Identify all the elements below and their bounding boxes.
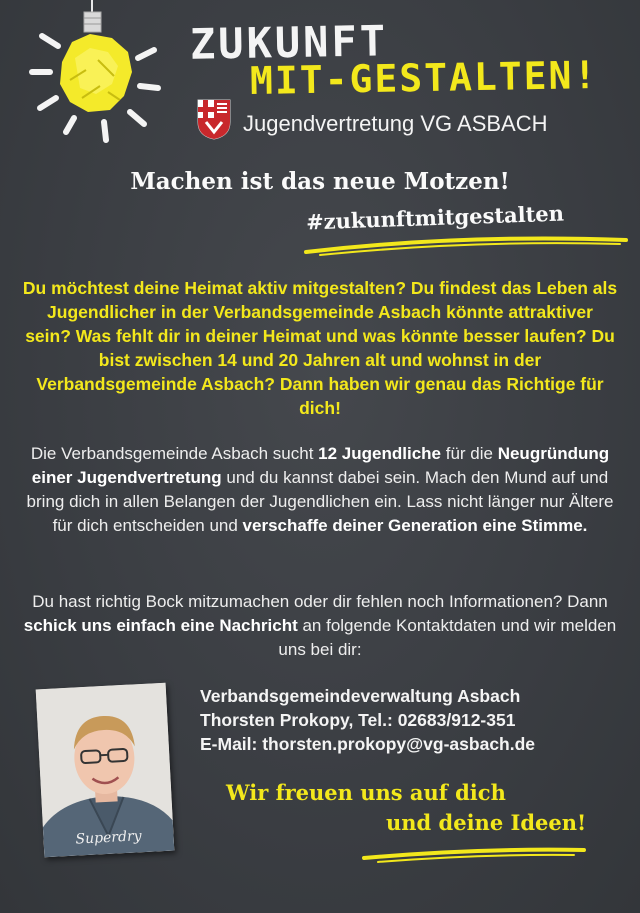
yellow-underline-swoosh	[300, 228, 630, 258]
title-zukunft: ZUKUNFT	[189, 16, 389, 69]
contact-person-photo	[36, 683, 175, 858]
light-bulb-icon	[20, 0, 180, 160]
contact-organization: Verbandsgemeindeverwaltung Asbach	[200, 686, 521, 706]
contact-name-phone: Thorsten Prokopy, Tel.: 02683/912-351	[200, 710, 516, 730]
yellow-underline-swoosh-bottom	[358, 840, 588, 866]
closing-line-1: Wir freuen uns auf dich	[226, 780, 506, 805]
organization-name: Jugendvertretung VG ASBACH	[243, 111, 548, 136]
paragraph-search: Die Verbandsgemeinde Asbach sucht 12 Jugendliche für die Neugründung einer Jugendvertretung und du kannst dabei sein. Mach den Mund auf und bring dich in allen Belangen der Jugendlichen ein. Lass nicht länger nur Ältere für dich entscheiden und verschaffe deiner Generation eine Stimme.	[26, 444, 614, 535]
coat-of-arms-icon	[196, 98, 232, 140]
intro-paragraph: Du möchtest deine Heimat aktiv mitgestalten? Du findest das Leben als Jugendlicher in der Verbandsgemeinde Asbach könnte attraktiver sein? Was fehlt dir in deiner Heimat und was könnte besser laufen? Du bist zwischen 14 und 20 Jahren alt und wohnst in der Verbandsgemeinde Asbach? Dann haben wir genau das Richtige für dich!	[22, 278, 618, 418]
shirt-print-text: Superdry	[75, 828, 142, 848]
slogan-heading: Machen ist das neue Motzen!	[130, 168, 510, 195]
contact-block	[200, 684, 535, 756]
title-mit-gestalten: MIT-GESTALTEN!	[249, 52, 599, 104]
paragraph-contact-invite: Du hast richtig Bock mitzumachen oder dir fehlen noch Informationen? Dann schick uns einfach eine Nachricht an folgende Kontaktdaten und wir melden uns bei dir:	[23, 592, 617, 659]
closing-line-2: und deine Ideen!	[386, 810, 587, 835]
hashtag: #zukunftmitgestalten	[305, 200, 565, 235]
contact-email: E-Mail: thorsten.prokopy@vg-asbach.de	[200, 734, 536, 754]
